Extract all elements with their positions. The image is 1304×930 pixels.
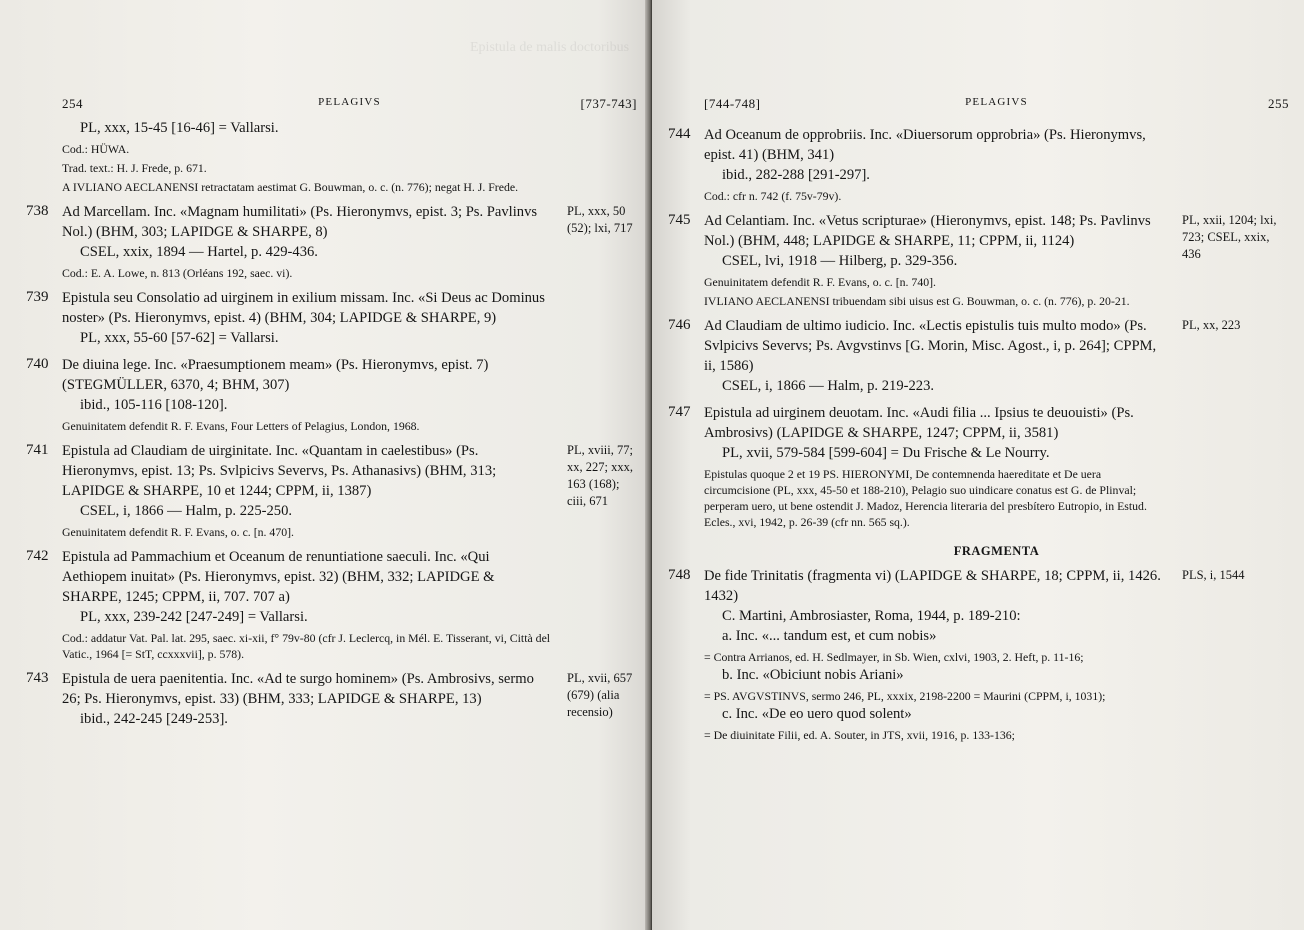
entry-number: 740 bbox=[26, 356, 49, 372]
entry-number: 742 bbox=[26, 548, 49, 564]
right-text-area bbox=[668, 96, 1289, 743]
entry-edition: CSEL, xxix, 1894 — Hartel, p. 429-436. bbox=[80, 244, 318, 260]
entry-note: = PS. AVGVSTINVS, sermo 246, PL, xxxix, 2198-2200 = Maurini (CPPM, i, 1031); bbox=[704, 689, 1106, 703]
right-page-number: 255 bbox=[1268, 96, 1289, 111]
entry-text: Epistula ad Claudiam de uirginitate. Inc. «Quantam in caelestibus» (Ps. Hieronymvs, epist. 13; Ps. Svlpicivs Severvs, Ps. Athanasivs) (BHM, 313; LAPIDGE & SHARPE, 10 et 1244; CPPM, ii, 1387) bbox=[62, 443, 497, 499]
left-page-number: 254 bbox=[62, 96, 83, 111]
entry-edition: PL, xxx, 239-242 [247-249] = Vallarsi. bbox=[80, 609, 308, 625]
entry-note: = De diuinitate Filii, ed. A. Souter, in JTS, xvii, 1916, p. 133-136; bbox=[704, 728, 1015, 742]
entry-edition: CSEL, lvi, 1918 — Hilberg, p. 329-356. bbox=[722, 253, 958, 269]
entry-number: 746 bbox=[668, 317, 691, 333]
entry-note: IVLIANO AECLANENSI tribuendam sibi uisus est G. Bouwman, o. c. (n. 776), p. 20-21. bbox=[704, 294, 1130, 308]
entry-number: 744 bbox=[668, 126, 691, 142]
margin-reference: PL, xviii, 77; xx, 227; xxx, 163 (168); ciii, 671 bbox=[567, 443, 633, 508]
margin-reference: PL, xxii, 1204; lxi, 723; CSEL, xxix, 436 bbox=[1182, 213, 1277, 261]
catalog-entry bbox=[26, 547, 637, 662]
entry-text: Ad Claudiam de ultimo iudicio. Inc. «Lectis epistulis tuis multo modo» (Ps. Svlpicivs Severvs; Ps. Avgvstinvs [G. Morin, Misc. Agost., i, p. 264]; CPPM, ii, 1586) bbox=[704, 318, 1157, 374]
catalog-entry bbox=[26, 355, 637, 434]
entry-note: Trad. text.: H. J. Frede, p. 671. bbox=[62, 161, 207, 175]
entry-edition: PL, xxx, 15-45 [16-46] = Vallarsi. bbox=[80, 120, 279, 136]
right-fragmenta bbox=[668, 566, 1289, 743]
entry-edition: CSEL, i, 1866 — Halm, p. 219-223. bbox=[722, 378, 935, 394]
entry-note: Cod.: cfr n. 742 (f. 75v-79v). bbox=[704, 189, 842, 203]
right-entries bbox=[668, 125, 1289, 530]
right-running-head bbox=[704, 96, 1289, 118]
right-entry-range: [744-748] bbox=[704, 96, 761, 111]
entry-number: 745 bbox=[668, 212, 691, 228]
entry-note: Epistulas quoque 2 et 19 PS. HIERONYMI, De contemnenda haereditate et De uera circumcisione (PL, xxx, 45-50 et 188-210), Pelagio suo uindicare conatus est G. de Plinval; perperam uero, ut bene ostendit J. Madoz, Herencia literaria del presbítero Eutropio, in Estud. Ecles., xvi, 1942, p. 26-39 (cfr nn. 565 sq.). bbox=[704, 467, 1147, 529]
entry-edition: PL, xxx, 55-60 [57-62] = Vallarsi. bbox=[80, 330, 279, 346]
entry-note: Genuinitatem defendit R. F. Evans, o. c. [n. 470]. bbox=[62, 525, 294, 539]
entry-text: Epistula ad Pammachium et Oceanum de renuntiatione saeculi. Inc. «Qui Aethiopem inuitat» (Ps. Hieronymvs, epist. 32) (BHM, 332; LAPIDGE & SHARPE, 1245; CPPM, ii, 707. 707 a) bbox=[62, 549, 495, 605]
entry-text: Ad Marcellam. Inc. «Magnam humilitati» (Ps. Hieronymvs, epist. 3; Ps. Pavlinvs Nol.) (BHM, 303; LAPIDGE & SHARPE, 8) bbox=[62, 204, 538, 240]
entry-edition: a. Inc. «... tandum est, et cum nobis» bbox=[722, 628, 937, 644]
catalog-entry bbox=[668, 211, 1289, 309]
margin-reference: PL, xxx, 50 (52); lxi, 717 bbox=[567, 204, 633, 235]
catalog-entry bbox=[668, 566, 1289, 743]
catalog-entry bbox=[668, 125, 1289, 204]
entry-number: 738 bbox=[26, 203, 49, 219]
entry-edition: PL, xvii, 579-584 [599-604] = Du Frische & Le Nourry. bbox=[722, 445, 1050, 461]
entry-text: Epistula seu Consolatio ad uirginem in exilium missam. Inc. «Si Deus ac Dominus noster» (Ps. Hieronymvs, epist. 4) (BHM, 304; LAPIDGE & SHARPE, 9) bbox=[62, 290, 545, 326]
entry-note: Cod.: addatur Vat. Pal. lat. 295, saec. xi-xii, f° 79v-80 (cfr J. Leclercq, in Mél. E. Tisserant, vi, Città del Vatic., 1964 [= StT, ccxxxvii], p. 578). bbox=[62, 631, 551, 661]
margin-reference: PL, xx, 223 bbox=[1182, 318, 1241, 332]
catalog-entry bbox=[26, 441, 637, 540]
entry-note: Genuinitatem defendit R. F. Evans, o. c. [n. 740]. bbox=[704, 275, 936, 289]
entry-number: 739 bbox=[26, 289, 49, 305]
entry-note: Cod.: HÜWA. bbox=[62, 142, 130, 156]
entry-edition: CSEL, i, 1866 — Halm, p. 225-250. bbox=[80, 503, 293, 519]
entry-edition: b. Inc. «Obiciunt nobis Ariani» bbox=[722, 667, 904, 683]
entry-number: 741 bbox=[26, 442, 49, 458]
left-running-head bbox=[62, 96, 637, 118]
entry-text: Ad Celantiam. Inc. «Vetus scripturae» (Hieronymvs, epist. 148; Ps. Pavlinvs Nol.) (BHM, 448; LAPIDGE & SHARPE, 11; CPPM, ii, 1124) bbox=[704, 213, 1151, 249]
left-top-block bbox=[62, 118, 637, 195]
left-entry-range: [737-743] bbox=[580, 96, 637, 111]
entry-text: Epistula ad uirginem deuotam. Inc. «Audi filia ... Ipsius te deuouisti» (Ps. Ambrosivs) (LAPIDGE & SHARPE, 1247; CPPM, ii, 3581) bbox=[704, 405, 1134, 441]
catalog-entry bbox=[668, 403, 1289, 530]
catalog-entry bbox=[26, 202, 637, 281]
left-running-title: PELAGIVS bbox=[318, 96, 381, 108]
entry-edition: ibid., 282-288 [291-297]. bbox=[722, 167, 870, 183]
catalog-entry bbox=[26, 669, 637, 729]
entry-number: 747 bbox=[668, 404, 691, 420]
entry-edition: C. Martini, Ambrosiaster, Roma, 1944, p. 189-210: bbox=[722, 608, 1021, 624]
left-entries bbox=[26, 202, 637, 729]
entry-note: Genuinitatem defendit R. F. Evans, Four Letters of Pelagius, London, 1968. bbox=[62, 419, 420, 433]
margin-reference: PLS, i, 1544 bbox=[1182, 568, 1245, 582]
right-running-title: PELAGIVS bbox=[965, 96, 1028, 108]
entry-text: Ad Oceanum de opprobriis. Inc. «Diuersorum opprobria» (Ps. Hieronymvs, epist. 41) (BHM, 341) bbox=[704, 127, 1146, 163]
entry-number: 748 bbox=[668, 567, 691, 583]
entry-note: A IVLIANO AECLANENSI retractatam aestimat G. Bouwman, o. c. (n. 776); negat H. J. Frede. bbox=[62, 180, 519, 194]
catalog-entry bbox=[668, 316, 1289, 396]
entry-note: = Contra Arrianos, ed. H. Sedlmayer, in Sb. Wien, cxlvi, 1903, 2. Heft, p. 11-16; bbox=[704, 650, 1084, 664]
entry-number: 743 bbox=[26, 670, 49, 686]
entry-edition: c. Inc. «De eo uero quod solent» bbox=[722, 706, 912, 722]
entry-note: Cod.: E. A. Lowe, n. 813 (Orléans 192, saec. vi). bbox=[62, 266, 293, 280]
entry-edition: ibid., 105-116 [108-120]. bbox=[80, 397, 228, 413]
section-heading-fragmenta: FRAGMENTA bbox=[953, 544, 1040, 558]
catalog-entry bbox=[26, 288, 637, 348]
left-text-area bbox=[26, 96, 637, 729]
margin-reference: PL, xvii, 657 (679) (alia recensio) bbox=[567, 671, 633, 719]
entry-edition: ibid., 242-245 [249-253]. bbox=[80, 711, 228, 727]
left-page: Epistula de malis doctoribus 254 PELAGIVS [737-743] PL, xxx, 15-45 [16-46] = Vallarsi. Cod.: HÜWA. Trad. text.: H. J. Frede, p. 671. A IVLIANO AECLANENSI retractatam aestimat G. Bouwman, o. c. (n. 776); negat H. J. Frede. 738 Ad Marcellam. Inc. «Magnam humilitati» (Ps. Hieronymvs, epist. 3; Ps. Pavlinvs Nol.) (BHM, 303; LAPIDGE & SHARPE, 8) CSEL, xxix, 1894 — Hartel, p. 429-436. Cod.: E. A. Lowe, n. 813 (Orléans 192, saec. vi). PL, xxx, 50 (52); lxi, 717 739 Epistula seu Consolatio ad uirginem in exilium missam. Inc. «Si Deus ac Dominus noster» (Ps. Hieronymvs, epist. 4) (BHM, 304; LAPIDGE & SHARPE, 9) PL, xxx, 55-60 [57-62] = Vallarsi. 740 De diuina lege. Inc. «Praesumptionem meam» (Ps. Hieronymvs, epist. 7) (STEGMÜLLER, 6370, 4; BHM, 307) ibid., 105-116 [108-120]. Genuinitatem defendit R. F. Evans, Four Letters of Pelagius, London, 1968. 741 Epistula ad Claudiam de uirginitate. Inc. «Quantam in caelestibus» (Ps. Hieronymvs, epist. 13; Ps. Svlpicivs Severvs, Ps. Athanasivs) (BHM, 313; LAPIDGE & SHARPE, 10 et 1244; CPPM, ii, 1387) CSEL, i, 1866 — Halm, p. 225-250. Genuinitatem defendit R. F. Evans, o. c. [n. 470]. PL, xviii, 77; xx, 227; xxx, 163 (168); ciii, 671 742 Epistula ad Pammachium et Oceanum de renuntiatione saeculi. Inc. «Qui Aethiopem inuitat» (Ps. Hieronymvs, epist. 32) (BHM, 332; LAPIDGE & SHARPE, 1245; CPPM, ii, 707. 707 a) PL, xxx, 239-242 [247-249] = Vallarsi. Cod.: addatur Vat. Pal. lat. 295, saec. xi-xii, f° 79v-80 (cfr J. Leclercq, in Mél. E. Tisserant, vi, Città del Vatic., 1964 [= StT, ccxxxvii], p. 578). 743 Epistula de uera paenitentia. Inc. «Ad te surgo hominem» (Ps. Ambrosivs, sermo 26; Ps. Hieronymvs, epist. 33) (BHM, 333; LAPIDGE & SHARPE, 13) ibid., 242-245 [249-253]. PL, xvii, 657 (679) (alia recensio) bbox=[0, 0, 650, 930]
right-page bbox=[652, 0, 1304, 930]
entry-text: Epistula de uera paenitentia. Inc. «Ad te surgo hominem» (Ps. Ambrosivs, sermo 26; Ps. Hieronymvs, epist. 33) (BHM, 333; LAPIDGE & SHARPE, 13) bbox=[62, 671, 534, 707]
entry-text: De diuina lege. Inc. «Praesumptionem meam» (Ps. Hieronymvs, epist. 7) (STEGMÜLLER, 6370, 4; BHM, 307) bbox=[62, 357, 489, 393]
entry-text: De fide Trinitatis (fragmenta vi) (LAPIDGE & SHARPE, 18; CPPM, ii, 1426. 1432) bbox=[704, 568, 1161, 604]
